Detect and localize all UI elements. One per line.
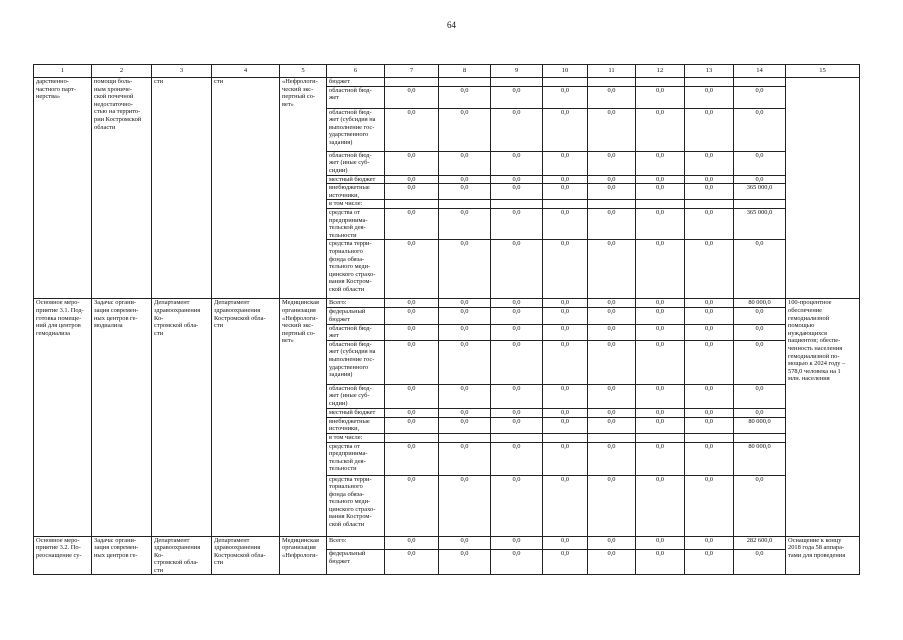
funding-value: 282 600,0 bbox=[734, 536, 786, 550]
funding-value: 0,0 bbox=[685, 408, 734, 417]
funding-value: 0,0 bbox=[636, 108, 685, 151]
funding-value: 0,0 bbox=[588, 408, 636, 417]
funding-value: 0,0 bbox=[543, 175, 588, 184]
funding-value: 0,0 bbox=[543, 240, 588, 299]
funding-value: 0,0 bbox=[385, 417, 439, 433]
funding-value: 0,0 bbox=[588, 384, 636, 408]
cell-c3: сти bbox=[152, 78, 212, 299]
funding-value: 0,0 bbox=[491, 324, 543, 340]
funding-value: 0,0 bbox=[491, 536, 543, 550]
funding-value bbox=[543, 433, 588, 442]
funding-value: 0,0 bbox=[685, 175, 734, 184]
funding-value: 0,0 bbox=[588, 550, 636, 575]
funding-value: 0,0 bbox=[588, 442, 636, 475]
funding-value: 0,0 bbox=[685, 324, 734, 340]
funding-value: 0,0 bbox=[685, 299, 734, 308]
funding-value bbox=[491, 433, 543, 442]
funding-value bbox=[588, 433, 636, 442]
funding-value: 0,0 bbox=[439, 417, 491, 433]
funding-value: 0,0 bbox=[588, 86, 636, 108]
funding-source: в том числе: bbox=[327, 433, 385, 442]
funding-value: 0,0 bbox=[734, 86, 786, 108]
funding-source: в том числе: bbox=[327, 200, 385, 209]
funding-value: 0,0 bbox=[734, 408, 786, 417]
cell-c15 bbox=[786, 78, 860, 299]
funding-value: 0,0 bbox=[543, 324, 588, 340]
funding-value: 0,0 bbox=[385, 408, 439, 417]
funding-value: 0,0 bbox=[734, 324, 786, 340]
funding-value: 0,0 bbox=[636, 408, 685, 417]
column-number: 5 bbox=[280, 65, 327, 78]
funding-value: 0,0 bbox=[685, 108, 734, 151]
funding-value: 0,0 bbox=[543, 340, 588, 384]
funding-value: 0,0 bbox=[491, 308, 543, 324]
funding-value: 0,0 bbox=[588, 208, 636, 239]
funding-source: средства терри- ториального фонда обяза- тельного меди- цинского страхо- вания Костром- ской области bbox=[327, 475, 385, 536]
cell-c3: Департамент здравоохранения Ко- стромской обла- сти bbox=[152, 299, 212, 536]
funding-value: 0,0 bbox=[685, 417, 734, 433]
funding-value bbox=[685, 433, 734, 442]
funding-value: 0,0 bbox=[636, 340, 685, 384]
funding-value: 0,0 bbox=[685, 208, 734, 239]
cell-c5: Медицинская организация «Нефрологи- bbox=[280, 536, 327, 575]
funding-source: средства терри- ториального фонда обяза- тельного меди- цинского страхо- вания Костром- ской области bbox=[327, 240, 385, 299]
funding-value: 0,0 bbox=[588, 175, 636, 184]
funding-value bbox=[734, 78, 786, 87]
funding-value bbox=[491, 200, 543, 209]
funding-value: 0,0 bbox=[636, 475, 685, 536]
funding-value bbox=[543, 200, 588, 209]
column-number: 2 bbox=[92, 65, 152, 78]
funding-value: 365 000,0 bbox=[734, 208, 786, 239]
funding-value: 80 000,0 bbox=[734, 299, 786, 308]
funding-value bbox=[385, 200, 439, 209]
funding-source: федеральный бюджет bbox=[327, 550, 385, 575]
funding-value: 0,0 bbox=[588, 151, 636, 175]
cell-c4: сти bbox=[212, 78, 280, 299]
page-number: 64 bbox=[447, 20, 456, 30]
funding-value: 0,0 bbox=[543, 384, 588, 408]
funding-value: 0,0 bbox=[491, 442, 543, 475]
funding-value: 0,0 bbox=[636, 184, 685, 200]
cell-c1: Основное меро- приятие 3.1. Под- готовка помеще- ний для центров гемодиализа bbox=[34, 299, 92, 536]
cell-c2: Задача: органи- зация современ- ных центров ге- bbox=[92, 536, 152, 575]
funding-value: 0,0 bbox=[588, 475, 636, 536]
funding-value: 0,0 bbox=[543, 299, 588, 308]
column-number: 1 bbox=[34, 65, 92, 78]
funding-value: 0,0 bbox=[439, 308, 491, 324]
funding-value: 0,0 bbox=[734, 175, 786, 184]
funding-value: 0,0 bbox=[439, 184, 491, 200]
table-row bbox=[34, 299, 860, 308]
funding-value: 0,0 bbox=[636, 175, 685, 184]
table-row bbox=[34, 536, 860, 550]
cell-c15: 100-процентное обеспечение гемодиализной помощью нуждающихся пациентов; обеспе- ченность населения гемодиализной по- мощью к 2024 году – 578,0 человека на 1 млн. населения bbox=[786, 299, 860, 536]
funding-value: 0,0 bbox=[491, 208, 543, 239]
funding-value: 0,0 bbox=[636, 299, 685, 308]
funding-value: 0,0 bbox=[491, 175, 543, 184]
funding-value: 0,0 bbox=[636, 324, 685, 340]
funding-value: 0,0 bbox=[734, 151, 786, 175]
column-number: 13 bbox=[685, 65, 734, 78]
funding-value: 0,0 bbox=[439, 208, 491, 239]
funding-value: 0,0 bbox=[588, 299, 636, 308]
cell-c1: дарственно- частного парт- нерства» bbox=[34, 78, 92, 299]
funding-value: 0,0 bbox=[439, 340, 491, 384]
funding-source: средства от предпринима- тельской дея- тельности bbox=[327, 208, 385, 239]
funding-value: 0,0 bbox=[685, 475, 734, 536]
funding-value bbox=[543, 78, 588, 87]
funding-value: 0,0 bbox=[734, 475, 786, 536]
column-number: 14 bbox=[734, 65, 786, 78]
funding-value: 365 000,0 bbox=[734, 184, 786, 200]
funding-value bbox=[734, 433, 786, 442]
funding-value: 0,0 bbox=[588, 108, 636, 151]
column-number: 11 bbox=[588, 65, 636, 78]
funding-value: 0,0 bbox=[734, 384, 786, 408]
funding-value bbox=[636, 200, 685, 209]
funding-value: 0,0 bbox=[636, 384, 685, 408]
funding-value: 0,0 bbox=[385, 324, 439, 340]
funding-value bbox=[491, 78, 543, 87]
funding-value bbox=[588, 78, 636, 87]
funding-value: 0,0 bbox=[385, 340, 439, 384]
funding-source: областной бюд- жет bbox=[327, 324, 385, 340]
funding-value: 0,0 bbox=[685, 340, 734, 384]
funding-value: 0,0 bbox=[685, 384, 734, 408]
funding-value: 0,0 bbox=[588, 308, 636, 324]
funding-source: Всего: bbox=[327, 536, 385, 550]
funding-value: 0,0 bbox=[588, 240, 636, 299]
column-number: 4 bbox=[212, 65, 280, 78]
funding-source: федеральный бюджет bbox=[327, 308, 385, 324]
funding-source: Всего: bbox=[327, 299, 385, 308]
column-number: 9 bbox=[491, 65, 543, 78]
funding-value: 0,0 bbox=[636, 536, 685, 550]
funding-value bbox=[439, 433, 491, 442]
funding-value bbox=[385, 433, 439, 442]
funding-value bbox=[685, 200, 734, 209]
table-row bbox=[34, 78, 860, 87]
funding-value: 0,0 bbox=[685, 550, 734, 575]
funding-value: 0,0 bbox=[385, 550, 439, 575]
funding-value: 0,0 bbox=[588, 536, 636, 550]
funding-value: 0,0 bbox=[543, 550, 588, 575]
funding-value: 0,0 bbox=[685, 536, 734, 550]
funding-value: 0,0 bbox=[385, 299, 439, 308]
funding-value: 0,0 bbox=[588, 417, 636, 433]
funding-value: 0,0 bbox=[588, 184, 636, 200]
cell-c3: Департамент здравоохранения Ко- стромской обла- сти bbox=[152, 536, 212, 575]
funding-source: местный бюджет bbox=[327, 408, 385, 417]
funding-value: 0,0 bbox=[543, 108, 588, 151]
funding-source: внебюджетные источники, bbox=[327, 417, 385, 433]
column-number: 8 bbox=[439, 65, 491, 78]
funding-value: 0,0 bbox=[685, 184, 734, 200]
funding-value: 0,0 bbox=[439, 324, 491, 340]
cell-c2: помощи боль- ным хрониче- ской почечной недостаточно- стью на террито- рии Костромской области bbox=[92, 78, 152, 299]
funding-value bbox=[636, 78, 685, 87]
cell-c2: Задача: органи- зация современ- ных центров ге- модиализа bbox=[92, 299, 152, 536]
funding-value: 0,0 bbox=[385, 86, 439, 108]
funding-value: 0,0 bbox=[636, 442, 685, 475]
funding-value: 0,0 bbox=[385, 475, 439, 536]
funding-value: 0,0 bbox=[636, 240, 685, 299]
column-number: 6 bbox=[327, 65, 385, 78]
funding-value: 0,0 bbox=[588, 340, 636, 384]
funding-value: 0,0 bbox=[491, 299, 543, 308]
column-number: 7 bbox=[385, 65, 439, 78]
cell-c4: Департамент здравоохранения Костромской обла- сти bbox=[212, 536, 280, 575]
funding-value: 0,0 bbox=[543, 475, 588, 536]
funding-source: внебюджетные источники, bbox=[327, 184, 385, 200]
funding-value: 0,0 bbox=[491, 384, 543, 408]
funding-value bbox=[385, 78, 439, 87]
funding-value bbox=[439, 200, 491, 209]
funding-value: 0,0 bbox=[439, 408, 491, 417]
funding-value: 0,0 bbox=[734, 550, 786, 575]
funding-value: 0,0 bbox=[636, 151, 685, 175]
funding-value bbox=[685, 78, 734, 87]
funding-value: 0,0 bbox=[636, 86, 685, 108]
funding-value: 0,0 bbox=[439, 442, 491, 475]
funding-value bbox=[439, 78, 491, 87]
funding-value: 0,0 bbox=[439, 536, 491, 550]
funding-value: 0,0 bbox=[734, 340, 786, 384]
funding-value: 0,0 bbox=[491, 408, 543, 417]
funding-value: 0,0 bbox=[439, 108, 491, 151]
cell-c1: Основное меро- приятие 3.2. По- реоснащение су- bbox=[34, 536, 92, 575]
funding-value: 0,0 bbox=[439, 475, 491, 536]
cell-c4: Департамент здравоохранения Костромской обла- сти bbox=[212, 299, 280, 536]
funding-value: 80 000,0 bbox=[734, 417, 786, 433]
funding-value: 0,0 bbox=[685, 240, 734, 299]
funding-value bbox=[734, 200, 786, 209]
funding-value: 0,0 bbox=[543, 208, 588, 239]
funding-source: средства от предпринима- тельской дея- тельности bbox=[327, 442, 385, 475]
funding-value: 0,0 bbox=[543, 151, 588, 175]
funding-value: 0,0 bbox=[588, 324, 636, 340]
funding-value: 0,0 bbox=[491, 550, 543, 575]
funding-value: 0,0 bbox=[491, 240, 543, 299]
funding-value: 0,0 bbox=[385, 308, 439, 324]
funding-value: 0,0 bbox=[385, 208, 439, 239]
funding-value: 0,0 bbox=[543, 417, 588, 433]
funding-value: 0,0 bbox=[439, 240, 491, 299]
column-number: 12 bbox=[636, 65, 685, 78]
column-number: 15 bbox=[786, 65, 860, 78]
funding-value: 0,0 bbox=[439, 384, 491, 408]
column-number-row bbox=[34, 65, 860, 78]
funding-value: 0,0 bbox=[385, 384, 439, 408]
funding-source: местный бюджет bbox=[327, 175, 385, 184]
funding-source: областной бюд- жет (субсидия на выполнение гос- ударственного задания) bbox=[327, 340, 385, 384]
funding-value: 0,0 bbox=[491, 340, 543, 384]
funding-value: 0,0 bbox=[491, 184, 543, 200]
funding-value: 0,0 bbox=[734, 108, 786, 151]
funding-value: 0,0 bbox=[439, 299, 491, 308]
funding-value: 0,0 bbox=[543, 442, 588, 475]
funding-value: 0,0 bbox=[385, 151, 439, 175]
funding-value bbox=[588, 200, 636, 209]
funding-source: областной бюд- жет (иные суб- сидии) bbox=[327, 384, 385, 408]
funding-source: областной бюд- жет (иные суб- сидии) bbox=[327, 151, 385, 175]
funding-value: 0,0 bbox=[385, 184, 439, 200]
cell-c15: Оснащение к концу 2018 года 58 аппара- тами для проведения bbox=[786, 536, 860, 575]
funding-source: областной бюд- жет bbox=[327, 86, 385, 108]
funding-value: 0,0 bbox=[685, 151, 734, 175]
funding-value: 0,0 bbox=[491, 475, 543, 536]
funding-source: бюджет bbox=[327, 78, 385, 87]
funding-value: 80 000,0 bbox=[734, 442, 786, 475]
funding-value: 0,0 bbox=[439, 151, 491, 175]
column-number: 3 bbox=[152, 65, 212, 78]
funding-value: 0,0 bbox=[543, 408, 588, 417]
funding-value: 0,0 bbox=[385, 108, 439, 151]
funding-value: 0,0 bbox=[385, 536, 439, 550]
funding-value: 0,0 bbox=[734, 240, 786, 299]
funding-value: 0,0 bbox=[636, 417, 685, 433]
funding-value: 0,0 bbox=[636, 208, 685, 239]
funding-value: 0,0 bbox=[491, 417, 543, 433]
funding-value: 0,0 bbox=[439, 550, 491, 575]
funding-value: 0,0 bbox=[385, 175, 439, 184]
funding-value: 0,0 bbox=[385, 442, 439, 475]
funding-value: 0,0 bbox=[543, 184, 588, 200]
funding-value: 0,0 bbox=[734, 308, 786, 324]
funding-value: 0,0 bbox=[543, 86, 588, 108]
funding-value: 0,0 bbox=[491, 86, 543, 108]
funding-value: 0,0 bbox=[685, 308, 734, 324]
funding-value: 0,0 bbox=[491, 108, 543, 151]
cell-c5: Медицинская организация «Нефрологи- ческий экс- пертный со- вет» bbox=[280, 299, 327, 536]
program-table bbox=[33, 64, 860, 575]
funding-value: 0,0 bbox=[685, 86, 734, 108]
funding-value bbox=[636, 433, 685, 442]
table-body bbox=[34, 65, 860, 575]
cell-c5: «Нефрологи- ческий экс- пертный со- вет» bbox=[280, 78, 327, 299]
funding-value: 0,0 bbox=[636, 308, 685, 324]
funding-value: 0,0 bbox=[636, 550, 685, 575]
funding-value: 0,0 bbox=[491, 151, 543, 175]
funding-value: 0,0 bbox=[685, 442, 734, 475]
funding-source: областной бюд- жет (субсидия на выполнение гос- ударственного задания) bbox=[327, 108, 385, 151]
funding-value: 0,0 bbox=[385, 240, 439, 299]
funding-value: 0,0 bbox=[439, 175, 491, 184]
column-number: 10 bbox=[543, 65, 588, 78]
funding-value: 0,0 bbox=[439, 86, 491, 108]
funding-value: 0,0 bbox=[543, 536, 588, 550]
funding-value: 0,0 bbox=[543, 308, 588, 324]
